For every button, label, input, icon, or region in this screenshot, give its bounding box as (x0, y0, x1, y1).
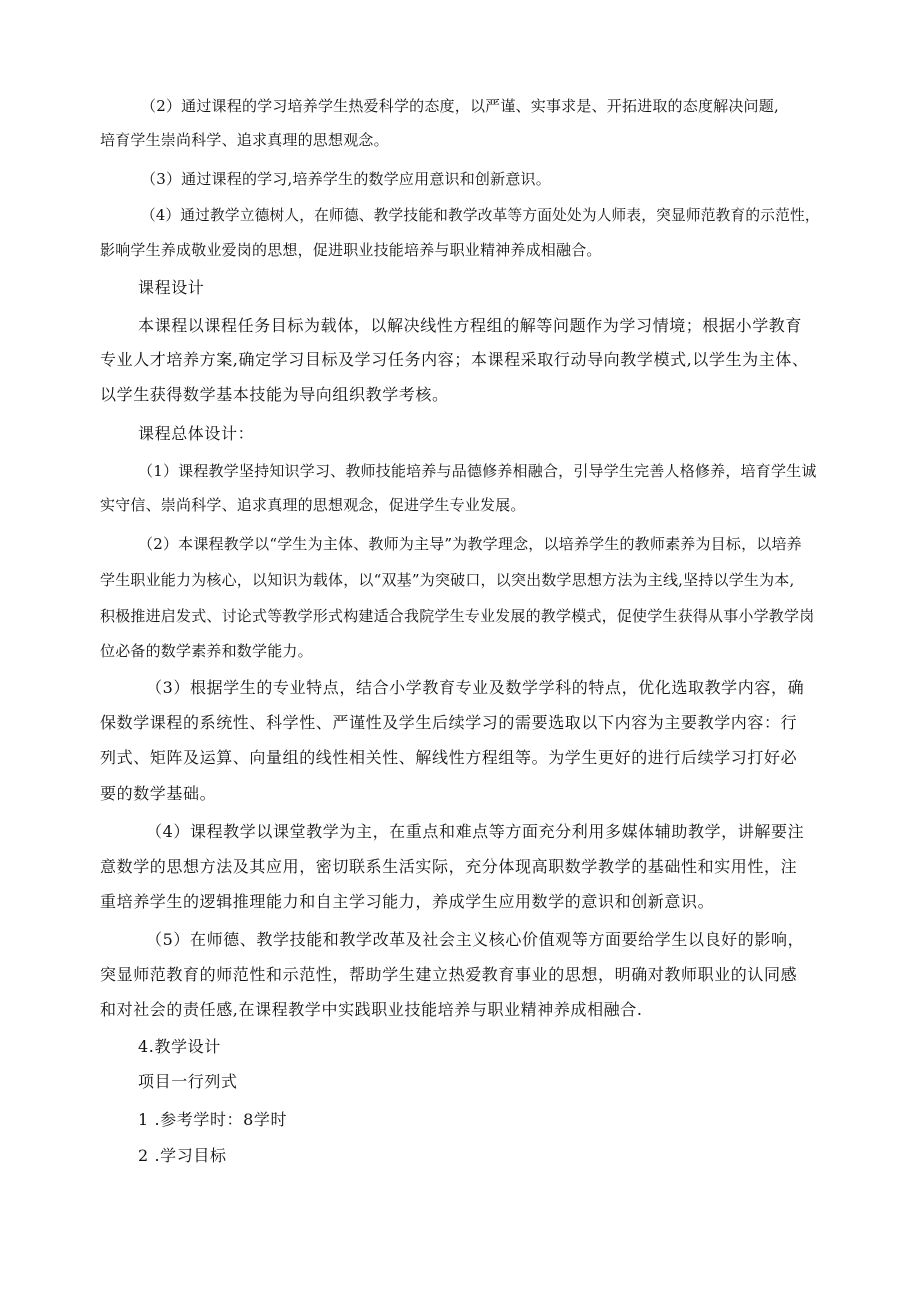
paragraph-line: 培育学生崇尚科学、追求真理的思想观念。 (100, 131, 389, 149)
list-item: 1 .参考学时：8学时 (138, 1110, 288, 1129)
paragraph-line: 列式、矩阵及运算、向量组的线性相关性、解线性方程组等。为学生更好的进行后续学习打好必 (100, 748, 798, 767)
project-heading: 项目一行列式 (138, 1072, 238, 1091)
paragraph-line: 以学生获得数学基本技能为导向组织教学考核。 (100, 385, 449, 404)
paragraph-line: （4）课程教学以课堂教学为主，在重点和难点等方面充分利用多媒体辅助教学，讲解要注 (146, 822, 805, 841)
paragraph-line: 实守信、崇尚科学、追求真理的思想观念，促进学生专业发展。 (100, 496, 526, 514)
paragraph-line: 位必备的数学素养和数学能力。 (100, 642, 313, 660)
paragraph-line: 意数学的思想方法及其应用，密切联系生活实际，充分体现高职数学教学的基础性和实用性，注 (100, 857, 798, 876)
paragraph-line: 专业人才培养方案,确定学习目标及学习任务内容；本课程采取行动导向教学模式,以学生为主体、 (100, 350, 809, 369)
paragraph-line: （3）根据学生的专业特点，结合小学教育专业及数学学科的特点，优化选取教学内容，确 (146, 678, 805, 697)
section-heading: 4.教学设计 (138, 1037, 221, 1056)
paragraph-line: （1）课程教学坚持知识学习、教师技能培养与品德修养相融合，引导学生完善人格修养，培育学生诚 (138, 462, 817, 480)
paragraph-line: 积极推进启发式、讨论式等教学形式构建适合我院学生专业发展的教学模式，促使学生获得从事小学教学岗 (100, 607, 815, 625)
section-heading: 课程设计 (138, 278, 205, 297)
paragraph-line: （2）通过课程的学习培养学生热爱科学的态度，以严谨、实事求是、开拓进取的态度解决问题, (141, 97, 779, 115)
section-heading: 课程总体设计： (138, 424, 255, 443)
paragraph-line: 要的数学基础。 (100, 784, 217, 803)
paragraph-line: 重培养学生的逻辑推理能力和自主学习能力，养成学生应用数学的意识和创新意识。 (100, 892, 715, 911)
paragraph-line: （4）通过教学立德树人，在师德、教学技能和教学改革等方面处处为人师表，突显师范教育的示范性， (141, 206, 820, 224)
paragraph-line: 本课程以课程任务目标为载体，以解决线性方程组的解等问题作为学习情境；根据小学教育 (138, 316, 803, 335)
paragraph-line: 学生职业能力为核心，以知识为载体，以“双基”为突破口，以突出数学思想方法为主线,坚持以学生为本, (100, 571, 795, 589)
paragraph-line: （2）本课程教学以“学生为主体、教师为主导”为教学理念，以培养学生的教师素养为目标，以培养 (138, 535, 802, 553)
paragraph-line: （3）通过课程的学习,培养学生的数学应用意识和创新意识。 (141, 170, 551, 188)
paragraph-line: 保数学课程的系统性、科学性、严谨性及学生后续学习的需要选取以下内容为主要教学内容：行 (100, 713, 798, 732)
paragraph-line: 和对社会的责任感,在课程教学中实践职业技能培养与职业精神养成相融合. (100, 1000, 643, 1019)
paragraph-line: 突显师范教育的师范性和示范性，帮助学生建立热爱教育事业的思想，明确对教师职业的认同感 (100, 965, 798, 984)
list-item: 2 .学习目标 (138, 1146, 227, 1165)
paragraph-line: （5）在师德、教学技能和教学改革及社会主义核心价值观等方面要给学生以良好的影响， (146, 930, 805, 949)
paragraph-line: 影响学生养成敬业爱岗的思想，促进职业技能培养与职业精神养成相融合。 (100, 241, 602, 259)
